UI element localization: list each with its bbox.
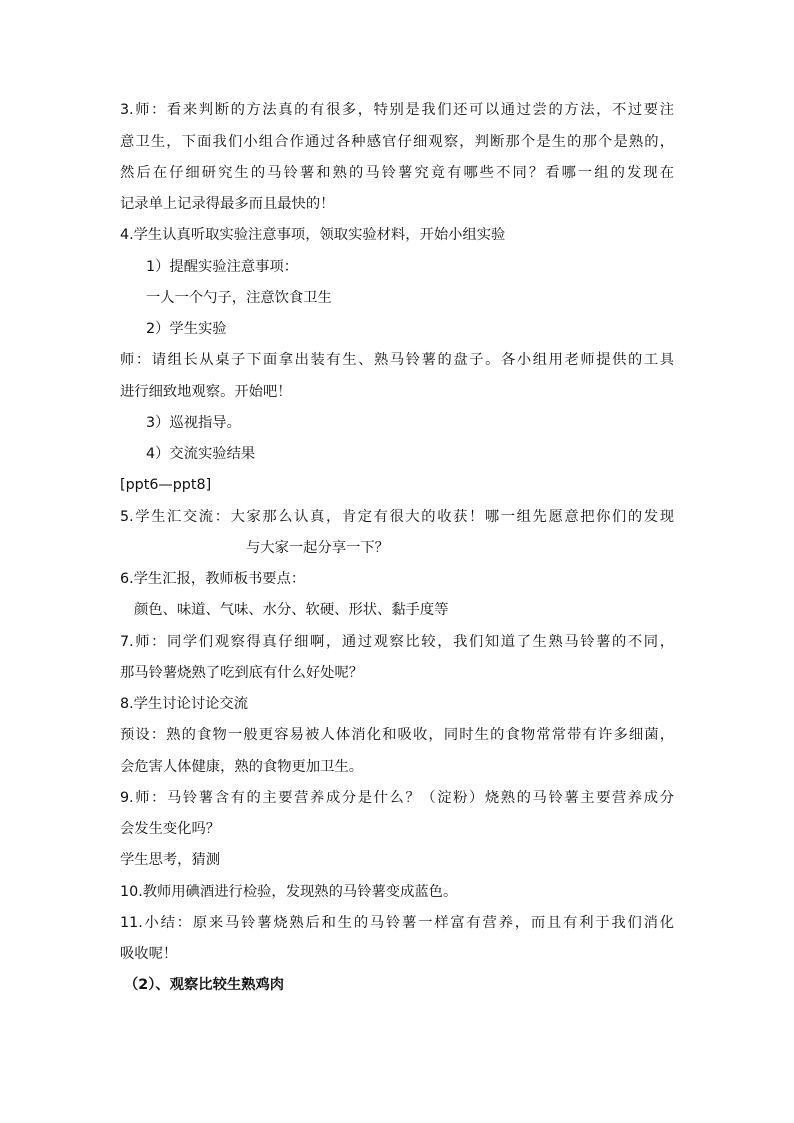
paragraph-7-line-2: 那马铃薯烧熟了吃到底有什么好处呢？ (120, 665, 364, 681)
teacher-line-2: 进行细致地观察。开始吧！ (120, 384, 292, 400)
sub-item-4: 4）交流实验结果 (146, 446, 256, 462)
paragraph-9-line-2: 会发生变化吗？ (120, 821, 221, 837)
ppt-reference: [ppt6—ppt8] (120, 477, 212, 493)
paragraph-11-line-2: 吸收呢！ (120, 946, 178, 962)
paragraph-3-line-3: 然后在仔细研究生的马铃薯和熟的马铃薯究竟有哪些不同？看哪一组的发现在 (120, 165, 674, 181)
paragraph-6: 6.学生汇报，教师板书要点： (120, 571, 306, 587)
prediction-line-2: 会危害人体健康，熟的食物更加卫生。 (120, 759, 364, 775)
paragraph-3-line-4: 记录单上记录得最多而且最快的！ (120, 196, 335, 212)
sub-item-1: 1）提醒实验注意事项： (146, 259, 299, 275)
student-thinking: 学生思考，猜测 (120, 852, 221, 868)
paragraph-9-line-1: 9.师：马铃薯含有的主要营养成分是什么？（淀粉）烧熟的马铃薯主要营养成分 (120, 790, 674, 806)
paragraph-5-line-2: 与大家一起分享一下？ (246, 540, 389, 556)
sub-item-1-detail: 一人一个勺子，注意饮食卫生 (146, 290, 332, 306)
paragraph-11-line-1: 11.小结：原来马铃薯烧熟后和生的马铃薯一样富有营养，而且有利于我们消化 (120, 915, 674, 931)
teacher-line-1: 师：请组长从桌子下面拿出装有生、熟马铃薯的盘子。各小组用老师提供的工具 (120, 352, 674, 368)
paragraph-3-line-2: 意卫生，下面我们小组合作通过各种感官仔细观察，判断那个是生的那个是熟的， (120, 134, 674, 150)
paragraph-7-line-1: 7.师：同学们观察得真仔细啊，通过观察比较，我们知道了生熟马铃薯的不同， (120, 634, 674, 650)
paragraph-4: 4.学生认真听取实验注意事项，领取实验材料，开始小组实验 (120, 227, 506, 243)
paragraph-8: 8.学生讨论讨论交流 (120, 696, 249, 712)
board-points: 颜色、味道、气味、水分、软硬、形状、黏手度等 (134, 602, 449, 618)
paragraph-3-line-1: 3.师：看来判断的方法真的有很多，特别是我们还可以通过尝的方法，不过要注 (120, 102, 674, 118)
sub-item-3: 3）巡视指导。 (146, 415, 241, 431)
paragraph-5-line-1: 5.学生汇交流：大家那么认真，肯定有很大的收获！哪一组先愿意把你们的发现 (120, 509, 674, 525)
prediction-line-1: 预设：熟的食物一般更容易被人体消化和吸收，同时生的食物常常带有许多细菌， (120, 727, 674, 743)
sub-item-2: 2）学生实验 (146, 321, 227, 337)
paragraph-10: 10.教师用碘酒进行检验，发现熟的马铃薯变成蓝色。 (120, 884, 458, 900)
section-heading: （2）、观察比较生熟鸡肉 (124, 977, 285, 993)
